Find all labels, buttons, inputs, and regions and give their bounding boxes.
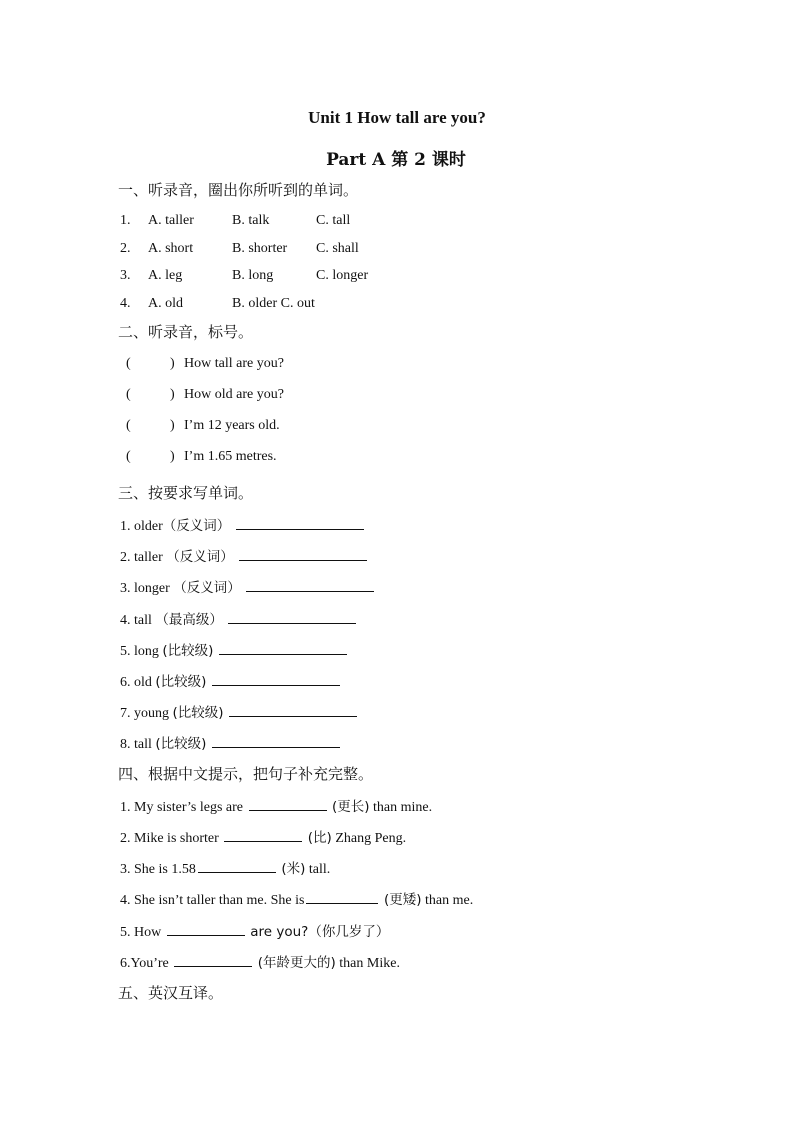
answer-blank[interactable]	[219, 640, 347, 655]
answer-blank[interactable]	[229, 702, 357, 717]
list-item	[120, 577, 376, 598]
list-item: How tall are you?	[184, 356, 284, 371]
answer-blank[interactable]	[167, 921, 245, 936]
answer-blank[interactable]	[212, 733, 340, 748]
open-paren: (	[126, 356, 131, 371]
open-paren: (	[126, 387, 131, 402]
item-hint: （最高级）	[155, 612, 223, 628]
option-a: A. old	[148, 296, 183, 311]
item-hint: (比)	[307, 830, 332, 846]
item-word: 4. tall	[120, 613, 152, 628]
sentence-start: 2. Mike is shorter	[120, 831, 219, 846]
list-item	[120, 640, 349, 661]
section1-heading: 一、听录音，圈出你所听到的单词。	[118, 181, 359, 199]
item-hint: (更矮)	[383, 892, 422, 908]
list-item	[120, 609, 358, 630]
option-b: B. shorter	[232, 241, 288, 256]
item-hint: (比较级)	[155, 674, 207, 690]
option-c: C. shall	[316, 241, 359, 256]
open-paren: (	[126, 449, 131, 464]
answer-blank[interactable]	[198, 858, 276, 873]
list-item	[120, 827, 406, 848]
answer-blank[interactable]	[174, 952, 252, 967]
sentence-start: 1. My sister’s legs are	[120, 800, 243, 815]
item-word: 5. long	[120, 644, 159, 659]
answer-blank[interactable]	[228, 609, 356, 624]
item-hint: (米)	[281, 861, 306, 877]
list-item	[120, 733, 342, 754]
list-item	[120, 796, 432, 817]
list-item	[120, 702, 359, 723]
option-b: B. talk	[232, 213, 270, 228]
option-b: B. long	[232, 268, 274, 283]
sentence-end: than me.	[425, 893, 474, 908]
answer-blank[interactable]	[306, 889, 378, 904]
option-c: C. tall	[316, 213, 351, 228]
sentence-start: 4. She isn’t taller than me. She is	[120, 893, 305, 908]
section5-heading: 五、英汉互译。	[118, 984, 224, 1002]
section3-heading: 三、按要求写单词。	[118, 484, 254, 502]
answer-blank[interactable]	[239, 546, 367, 561]
item-hint: (比较级)	[162, 643, 214, 659]
list-item-number: 3.	[120, 268, 131, 283]
sentence-end: Zhang Peng.	[335, 831, 407, 846]
list-item	[120, 952, 400, 973]
answer-blank[interactable]	[236, 515, 364, 530]
close-paren: )	[170, 418, 175, 433]
list-item: I’m 1.65 metres.	[184, 449, 277, 464]
sentence-end: than Mike.	[339, 956, 400, 971]
item-word: 3. longer	[120, 581, 170, 596]
item-word: 7. young	[120, 706, 169, 721]
option-a: A. taller	[148, 213, 194, 228]
answer-blank[interactable]	[249, 796, 327, 811]
item-hint: (年龄更大的)	[257, 955, 336, 971]
page-subtitle: Part A 第 2 课时	[326, 150, 466, 170]
sentence-start: 5. How	[120, 925, 162, 940]
answer-blank[interactable]	[224, 827, 302, 842]
sentence-start: 6.You’re	[120, 956, 169, 971]
list-item	[120, 671, 342, 692]
list-item: I’m 12 years old.	[184, 418, 280, 433]
page-title: Unit 1 How tall are you?	[308, 108, 486, 127]
sentence-end: than mine.	[373, 800, 433, 815]
item-hint: （反义词）	[173, 580, 241, 596]
list-item	[120, 546, 369, 567]
open-paren: (	[126, 418, 131, 433]
item-word: 1. older	[120, 519, 163, 534]
option-b: B. older C. out	[232, 296, 315, 311]
list-item	[120, 921, 389, 942]
section2-heading: 二、听录音，标号。	[118, 323, 254, 341]
list-item-number: 2.	[120, 241, 131, 256]
item-word: 8. tall	[120, 737, 152, 752]
list-item	[120, 515, 366, 536]
close-paren: )	[170, 449, 175, 464]
section4-heading: 四、根据中文提示，把句子补充完整。	[118, 765, 374, 783]
close-paren: )	[170, 387, 175, 402]
item-word: 6. old	[120, 675, 152, 690]
item-hint: (比较级)	[155, 736, 207, 752]
option-a: A. short	[148, 241, 194, 256]
option-c: C. longer	[316, 268, 369, 283]
close-paren: )	[170, 356, 175, 371]
item-hint: (比较级)	[172, 705, 224, 721]
item-hint: （反义词）	[166, 549, 234, 565]
item-hint: (更长)	[332, 799, 370, 815]
sentence-end: tall.	[308, 862, 331, 877]
answer-blank[interactable]	[212, 671, 340, 686]
answer-blank[interactable]	[246, 577, 374, 592]
list-item-number: 1.	[120, 213, 131, 228]
list-item: How old are you?	[184, 387, 284, 402]
list-item	[120, 858, 330, 879]
list-item	[120, 889, 473, 910]
sentence-start: 3. She is 1.58	[120, 862, 196, 877]
option-a: A. leg	[148, 268, 183, 283]
list-item-number: 4.	[120, 296, 131, 311]
item-hint: （反义词）	[162, 518, 231, 534]
sentence-end: are you?（你几岁了）	[250, 924, 390, 940]
item-word: 2. taller	[120, 550, 163, 565]
